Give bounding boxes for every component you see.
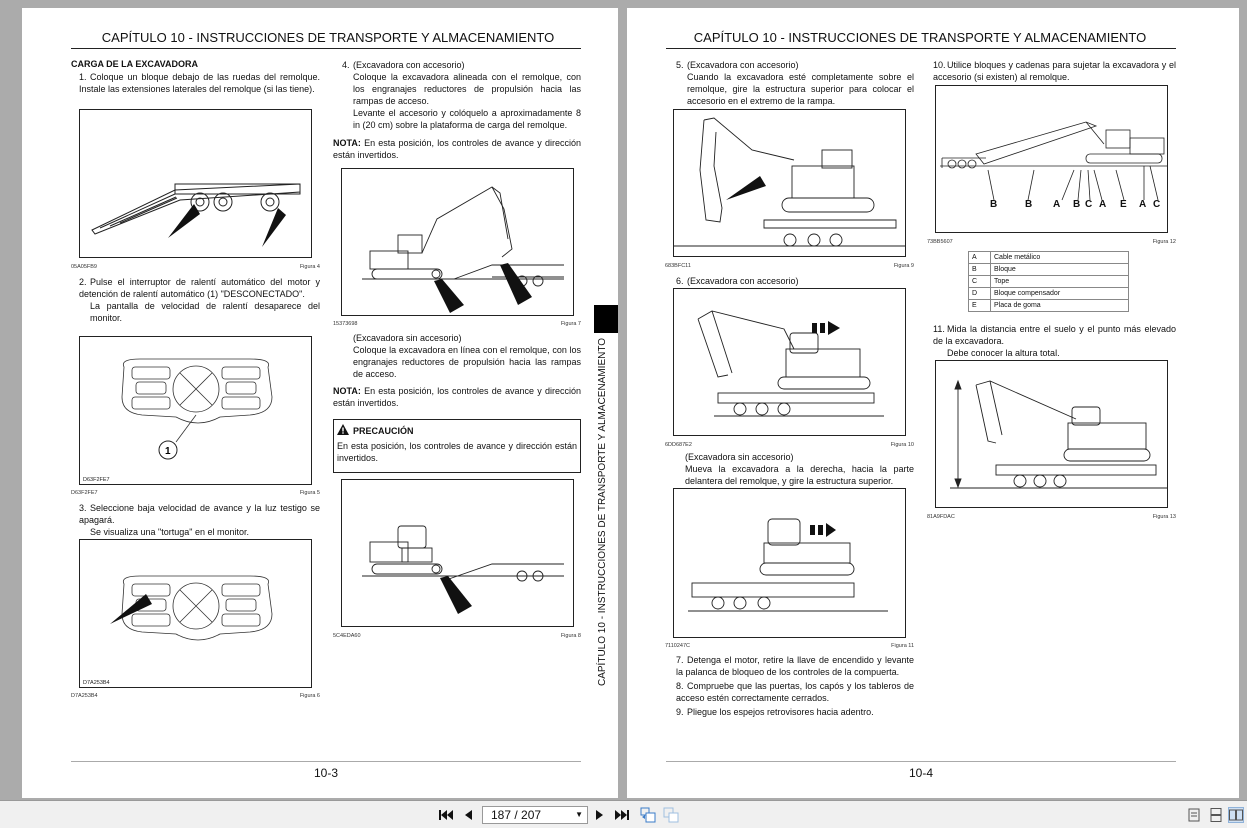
figure-10-label: Figura 10: [890, 442, 914, 448]
figure-7-excavator-ramp: [341, 168, 574, 316]
footer-rule: [71, 761, 581, 762]
callout-letter: C: [1153, 199, 1161, 210]
next-page-icon: [596, 809, 604, 821]
figure-4-code: 05A05FB9: [71, 264, 97, 270]
figure-5-label: Figura 5: [299, 490, 320, 496]
caution-title: PRECAUCIÓN: [353, 425, 414, 436]
figure-9-code: 683BFC11: [665, 263, 691, 269]
figure-5-monitor-panel: [79, 336, 312, 485]
figure-10-excavator-forward: [673, 288, 906, 436]
step-6b: (Excavadora sin accesorio) Mueva la excavadora a la derecha, hacia la parte delantera del remolque, y gire la estructura superior.: [685, 452, 914, 486]
step-6: 6. (Excavadora con accesorio): [676, 276, 799, 286]
figure-8-excavator-no-attachment: [341, 479, 574, 627]
step-1: 1. Coloque un bloque debajo de las ruedas del remolque. Instale las extensiones laterales del remolque (si las tiene).: [79, 72, 320, 94]
figure-4-label: Figura 4: [299, 264, 320, 270]
figure-8-label: Figura 8: [560, 633, 581, 639]
callout-letter: E: [1120, 199, 1127, 210]
legend-row: D Bloque compensador: [969, 288, 1129, 300]
callout-letter: A: [1053, 199, 1061, 210]
next-page-button[interactable]: [592, 807, 608, 823]
step-10: 10.Utilice bloques y cadenas para sujetar la excavadora y el accesorio (si existen) al remolque.: [933, 60, 1176, 82]
figure-5-inner-code: D63F2FE7: [83, 477, 110, 483]
step-9: 9. Pliegue los espejos retrovisores hacia adentro.: [676, 707, 874, 717]
page-number: 10-3: [313, 766, 339, 780]
step-3: 3. Seleccione baja velocidad de avance y la luz testigo se apagará. Se visualiza una "tortuga" en el monitor.: [79, 503, 320, 537]
figure-12-securing-points: [935, 85, 1168, 233]
note-2: NOTA: En esta posición, los controles de avance y dirección están invertidos.: [333, 386, 581, 408]
warning-triangle-icon: [337, 424, 349, 437]
figure-13-label: Figura 13: [1152, 514, 1176, 520]
previous-view-button[interactable]: [640, 807, 656, 823]
step-8: 8. Compruebe que las puertas, los capós y los tableros de acceso estén correctamente cerrados.: [676, 681, 914, 703]
figure-5-callout: 1: [165, 446, 171, 457]
figure-9-excavator-rotated: [673, 109, 906, 257]
figure-12-label: Figura 12: [1152, 239, 1176, 245]
page-10-3: [22, 8, 618, 798]
figure-4-trailer-blocks: [79, 109, 312, 258]
figure-5-code: D63F2FE7: [71, 490, 98, 496]
figure-11-label: Figura 11: [891, 643, 914, 649]
facing-pages-icon: [1229, 809, 1243, 821]
figure-12-code: 73BB5607: [927, 239, 953, 245]
continuous-page-icon: [1210, 808, 1222, 822]
figure-8-code: 5C4EDA60: [333, 633, 361, 639]
viewer-toolbar: [0, 800, 1247, 828]
legend-row: E Placa de goma: [969, 300, 1129, 312]
figure-6-monitor-turtle: [79, 539, 312, 688]
figure-13-code: 81A9FDAC: [927, 514, 955, 520]
figure-11-excavator-no-attachment-forward: [673, 488, 906, 638]
figure-10-code: 6DD687E2: [665, 442, 692, 448]
figure-6-inner-code: D7A253B4: [83, 680, 110, 686]
first-page-button[interactable]: [438, 807, 454, 823]
facing-pages-view-button[interactable]: [1228, 807, 1244, 823]
last-page-button[interactable]: [614, 807, 630, 823]
caution-text: En esta posición, los controles de avance y dirección están invertidos.: [337, 441, 577, 463]
previous-view-icon: [640, 807, 656, 823]
callout-letter: A: [1099, 199, 1107, 210]
first-page-icon: [439, 809, 453, 821]
caution-box: [333, 419, 581, 473]
figure-13-total-height: [935, 360, 1168, 508]
step-11: 11. Mida la distancia entre el suelo y el punto más elevado de la excavadora. Debe conocer la altura total.: [933, 324, 1176, 358]
callout-letter: B: [990, 199, 998, 210]
header-rule: [666, 48, 1176, 49]
legend-table: [968, 251, 1129, 312]
single-page-icon: [1188, 808, 1200, 822]
last-page-icon: [615, 809, 629, 821]
note-1: NOTA: En esta posición, los controles de avance y dirección están invertidos.: [333, 138, 581, 160]
legend-row: A Cable metálico: [969, 252, 1129, 264]
step-5: 5. (Excavadora con accesorio) Cuando la excavadora esté completamente sobre el remolque, gire la estructura superior para colocar el accesorio en el extremo de la rampa.: [676, 60, 914, 106]
chapter-tab-marker: [594, 305, 618, 333]
figure-7-label: Figura 7: [560, 321, 581, 327]
callout-letter: B: [1025, 199, 1033, 210]
section-title: CARGA DE LA EXCAVADORA: [71, 59, 199, 69]
legend-row: C Tope: [969, 276, 1129, 288]
header-rule: [71, 48, 581, 49]
side-chapter-text: CAPÍTULO 10 - INSTRUCCIONES DE TRANSPORTE Y ALMACENAMIENTO: [597, 337, 608, 686]
legend-row: B Bloque: [969, 264, 1129, 276]
page-10-4: [627, 8, 1239, 798]
previous-page-icon: [464, 809, 472, 821]
figure-6-code: D7A253B4: [71, 693, 98, 699]
step-2: 2. Pulse el interruptor de ralentí automático del motor y detención de ralentí automático (1) "DESCONECTADO". La pantalla de velocidad de ralentí desaparece del monitor.: [79, 277, 320, 323]
footer-rule: [666, 761, 1176, 762]
next-view-icon: [663, 807, 679, 823]
figure-9-label: Figura 9: [893, 263, 914, 269]
step-4b: (Excavadora sin accesorio) Coloque la excavadora en línea con el remolque, con los engranajes reductores de propulsión hacia las rampas de acceso.: [353, 333, 581, 379]
dropdown-arrow-icon: ▼: [575, 810, 583, 819]
next-view-button[interactable]: [663, 807, 679, 823]
previous-page-button[interactable]: [460, 807, 476, 823]
figure-7-code: 15373698: [333, 321, 358, 327]
page-number-select[interactable]: 187 / 207 ▼: [482, 806, 588, 824]
figure-11-code: 7110247C: [665, 643, 690, 649]
single-page-view-button[interactable]: [1186, 807, 1202, 823]
chapter-header: CAPÍTULO 10 - INSTRUCCIONES DE TRANSPORTE Y ALMACENAMIENTO: [101, 30, 555, 45]
callout-letter: C: [1085, 199, 1093, 210]
page-number: 10-4: [908, 766, 934, 780]
continuous-view-button[interactable]: [1208, 807, 1224, 823]
figure-6-label: Figura 6: [299, 693, 320, 699]
callout-letter: B: [1073, 199, 1081, 210]
step-4: 4. (Excavadora con accesorio) Coloque la excavadora alineada con el remolque, con los engranajes reductores de propulsión hacia las rampas de acceso. Levante el accesorio y colóquelo a aproximadamente 8 in (20 cm) sobre la plataforma de carga del remolque.: [342, 60, 581, 130]
step-7: 7. Detenga el motor, retire la llave de encendido y levante la palanca de bloqueo de los controles de la compuerta.: [676, 655, 914, 677]
chapter-header: CAPÍTULO 10 - INSTRUCCIONES DE TRANSPORTE Y ALMACENAMIENTO: [693, 30, 1147, 45]
callout-letter: A: [1139, 199, 1147, 210]
